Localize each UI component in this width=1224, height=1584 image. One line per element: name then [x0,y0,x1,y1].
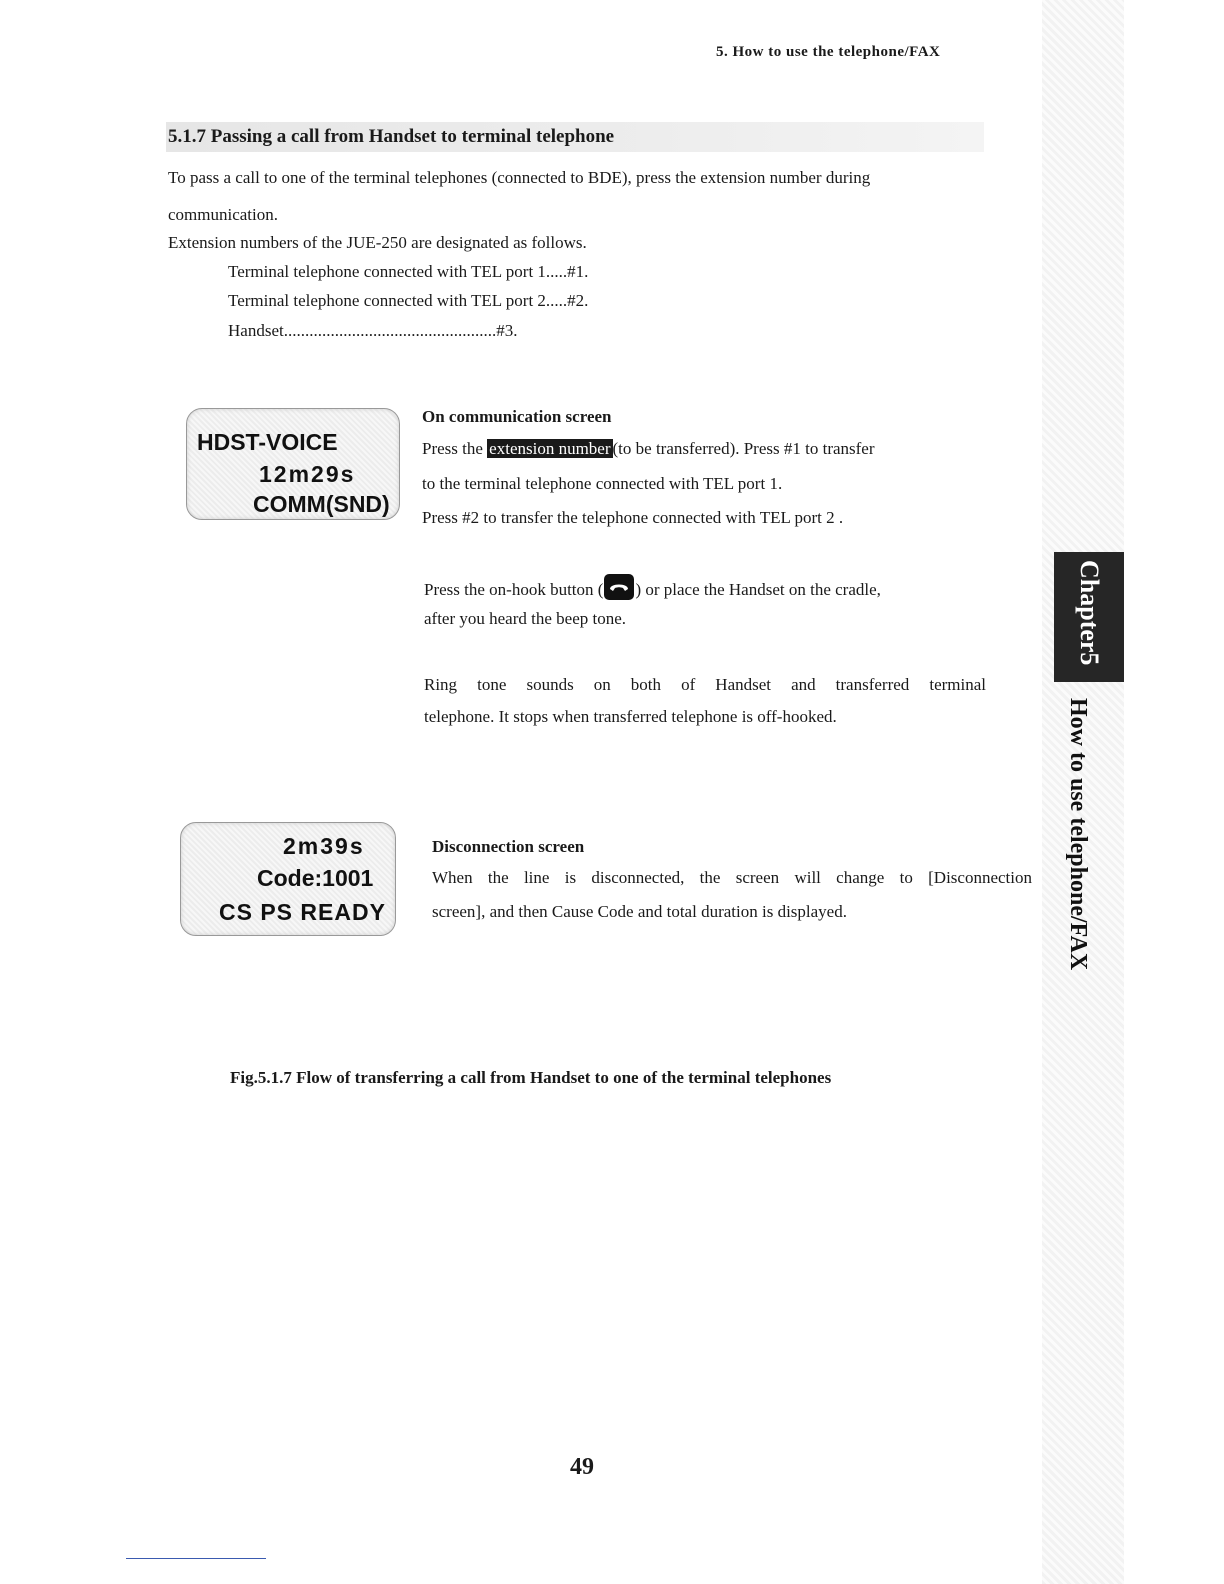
disconnection-line1: When the line is disconnected, the screen will change to [Disconnection [432,868,1032,887]
ring-line1: Ring tone sounds on both of Handset and transferred terminal [424,675,986,694]
onhook-line1 [424,574,881,600]
communication-heading: On communication screen [422,407,612,426]
onhook-line2: after you heard the beep tone. [424,609,627,628]
lcd-disconnection-screen [180,822,396,936]
footer-rule [126,1558,266,1559]
extension-item-1: Terminal telephone connected with TEL port 1.....#1. [228,262,589,281]
disconnection-line2: screen], and then Cause Code and total duration is displayed. [432,902,847,921]
chapter-tab-label: Chapter5 [1075,560,1104,666]
lcd-line-status: CS PS READY [219,899,386,925]
running-header: 5. How to use the telephone/FAX [716,44,941,60]
chapter-side-title: How to use telephone/FAX [1065,698,1091,971]
extension-item-3: Handset..................................................#3. [228,321,518,340]
onhook-text-before: Press the on-hook button ( [424,580,604,599]
extension-item-2: Terminal telephone connected with TEL port 2.....#2. [228,291,589,310]
phone-onhook-icon [604,574,634,600]
chapter-tab [1054,552,1124,682]
onhook-text-after: ) or place the Handset on the cradle, [635,580,881,599]
intro-paragraph-line3: Extension numbers of the JUE-250 are designated as follows. [168,233,587,252]
lcd-line-status: COMM(SND) [253,491,390,517]
lcd-line-mode: HDST-VOICE [197,429,338,455]
intro-paragraph-line2: communication. [168,205,279,224]
lcd-communication-screen [186,408,400,520]
ring-line2: telephone. It stops when transferred telephone is off-hooked. [424,707,837,726]
transfer-instruction-text: (to be transferred). Press #1 to transfer [612,439,875,458]
page-number: 49 [570,1454,594,1480]
communication-line3: Press #2 to transfer the telephone connected with TEL port 2 . [422,508,844,527]
press-the-text: Press the [422,439,488,458]
extension-number-highlight: extension number [489,439,611,458]
lcd-line-duration: 12m29s [259,461,356,487]
communication-line2: to the terminal telephone connected with TEL port 1. [422,474,783,493]
lcd-line-duration: 2m39s [283,833,365,859]
lcd-line-cause-code: Code:1001 [257,865,374,891]
section-title: 5.1.7 Passing a call from Handset to terminal telephone [166,122,984,152]
intro-paragraph-line1: To pass a call to one of the terminal telephones (connected to BDE), press the extension number during [168,168,871,187]
communication-line1 [422,439,875,459]
figure-caption: Fig.5.1.7 Flow of transferring a call from Handset to one of the terminal telephones [230,1068,832,1087]
disconnection-heading: Disconnection screen [432,837,585,856]
